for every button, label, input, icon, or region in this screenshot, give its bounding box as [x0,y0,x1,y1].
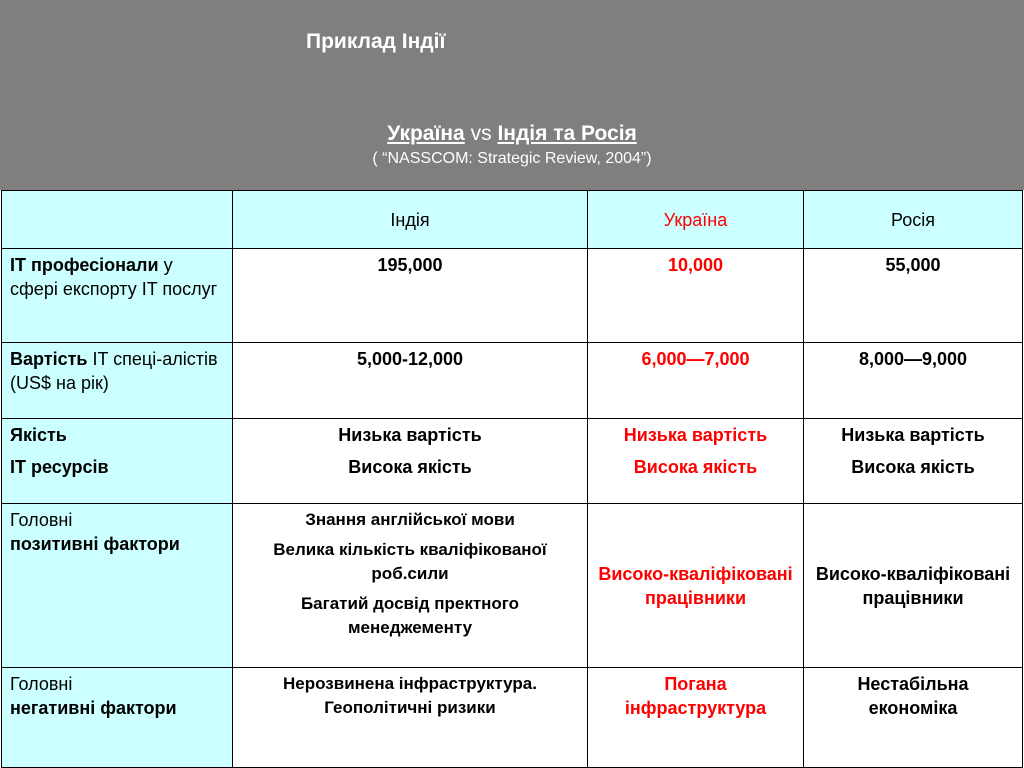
table-row-negative-factors [2,668,1023,768]
cell-ukraine: 6,000—7,000 [588,343,804,419]
cell-india [233,419,588,504]
row-label-line1: Якість [10,425,67,445]
row-label-normal: Головні [10,674,73,694]
row-label-bold: негативні фактори [10,698,177,718]
cell-india-line1: Низька вартість [338,425,482,445]
cell-india: Нерозвинена інфраструктура. Геополітичні ризики [233,668,588,768]
cell-russia: 8,000—9,000 [804,343,1023,419]
table-row-cost [2,343,1023,419]
cell-russia [804,419,1023,504]
cell-india-line2: Висока якість [348,457,472,477]
table-row-it-professionals [2,249,1023,343]
cell-ukraine [588,419,804,504]
cell-russia: 55,000 [804,249,1023,343]
column-header-russia: Росія [804,191,1023,249]
subtitle-india-russia: Індія та Росія [497,122,637,145]
cell-india: 5,000-12,000 [233,343,588,419]
subtitle-comparison [0,120,1024,148]
table-row-quality [2,419,1023,504]
comparison-table [1,190,1023,768]
table-header-row [2,191,1023,249]
cell-ukraine-line2: Висока якість [633,457,758,477]
header-empty-cell [2,191,233,249]
row-label-bold: IT професіонали [10,255,159,275]
row-label-bold: Вартість [10,349,88,369]
cell-russia: Нестабільна економіка [804,668,1023,768]
row-label-line2: IT ресурсів [10,457,109,477]
row-label-bold: позитивні фактори [10,534,180,554]
row-label [2,668,233,768]
cell-ukraine: Високо-кваліфіковані працівники [588,504,804,668]
slide-title: Приклад Індії [306,30,446,53]
row-label-rest: IT спеці-алістів (US$ на рік) [10,349,218,393]
column-header-ukraine: Україна [588,191,804,249]
subtitle-ukraine: Україна [387,122,465,145]
row-label [2,343,233,419]
slide-header [0,0,1024,190]
row-label [2,419,233,504]
row-label [2,249,233,343]
cell-india-factor-3: Багатий досвід пректного менеджементу [300,594,520,637]
cell-india-factor-2: Велика кількість кваліфікованої роб.сили [273,540,547,583]
cell-india: 195,000 [233,249,588,343]
cell-india [233,504,588,668]
row-label [2,504,233,668]
slide-subtitle [0,120,1024,170]
cell-russia-line1: Низька вартість [841,425,985,445]
cell-india-factor-1: Знання англійської мови [305,510,515,529]
subtitle-source: ( “NASSCOM: Strategic Review, 2004”) [372,150,652,167]
cell-ukraine: 10,000 [588,249,804,343]
cell-russia-line2: Висока якість [851,457,975,477]
table-row-positive-factors [2,504,1023,668]
cell-ukraine: Погана інфраструктура [588,668,804,768]
column-header-india: Індія [233,191,588,249]
subtitle-vs: vs [470,122,492,145]
row-label-rest: у сфері експорту IT послуг [10,255,218,299]
cell-ukraine-line1: Низька вартість [623,425,768,445]
row-label-normal: Головні [10,510,73,530]
cell-russia: Високо-кваліфіковані працівники [804,504,1023,668]
